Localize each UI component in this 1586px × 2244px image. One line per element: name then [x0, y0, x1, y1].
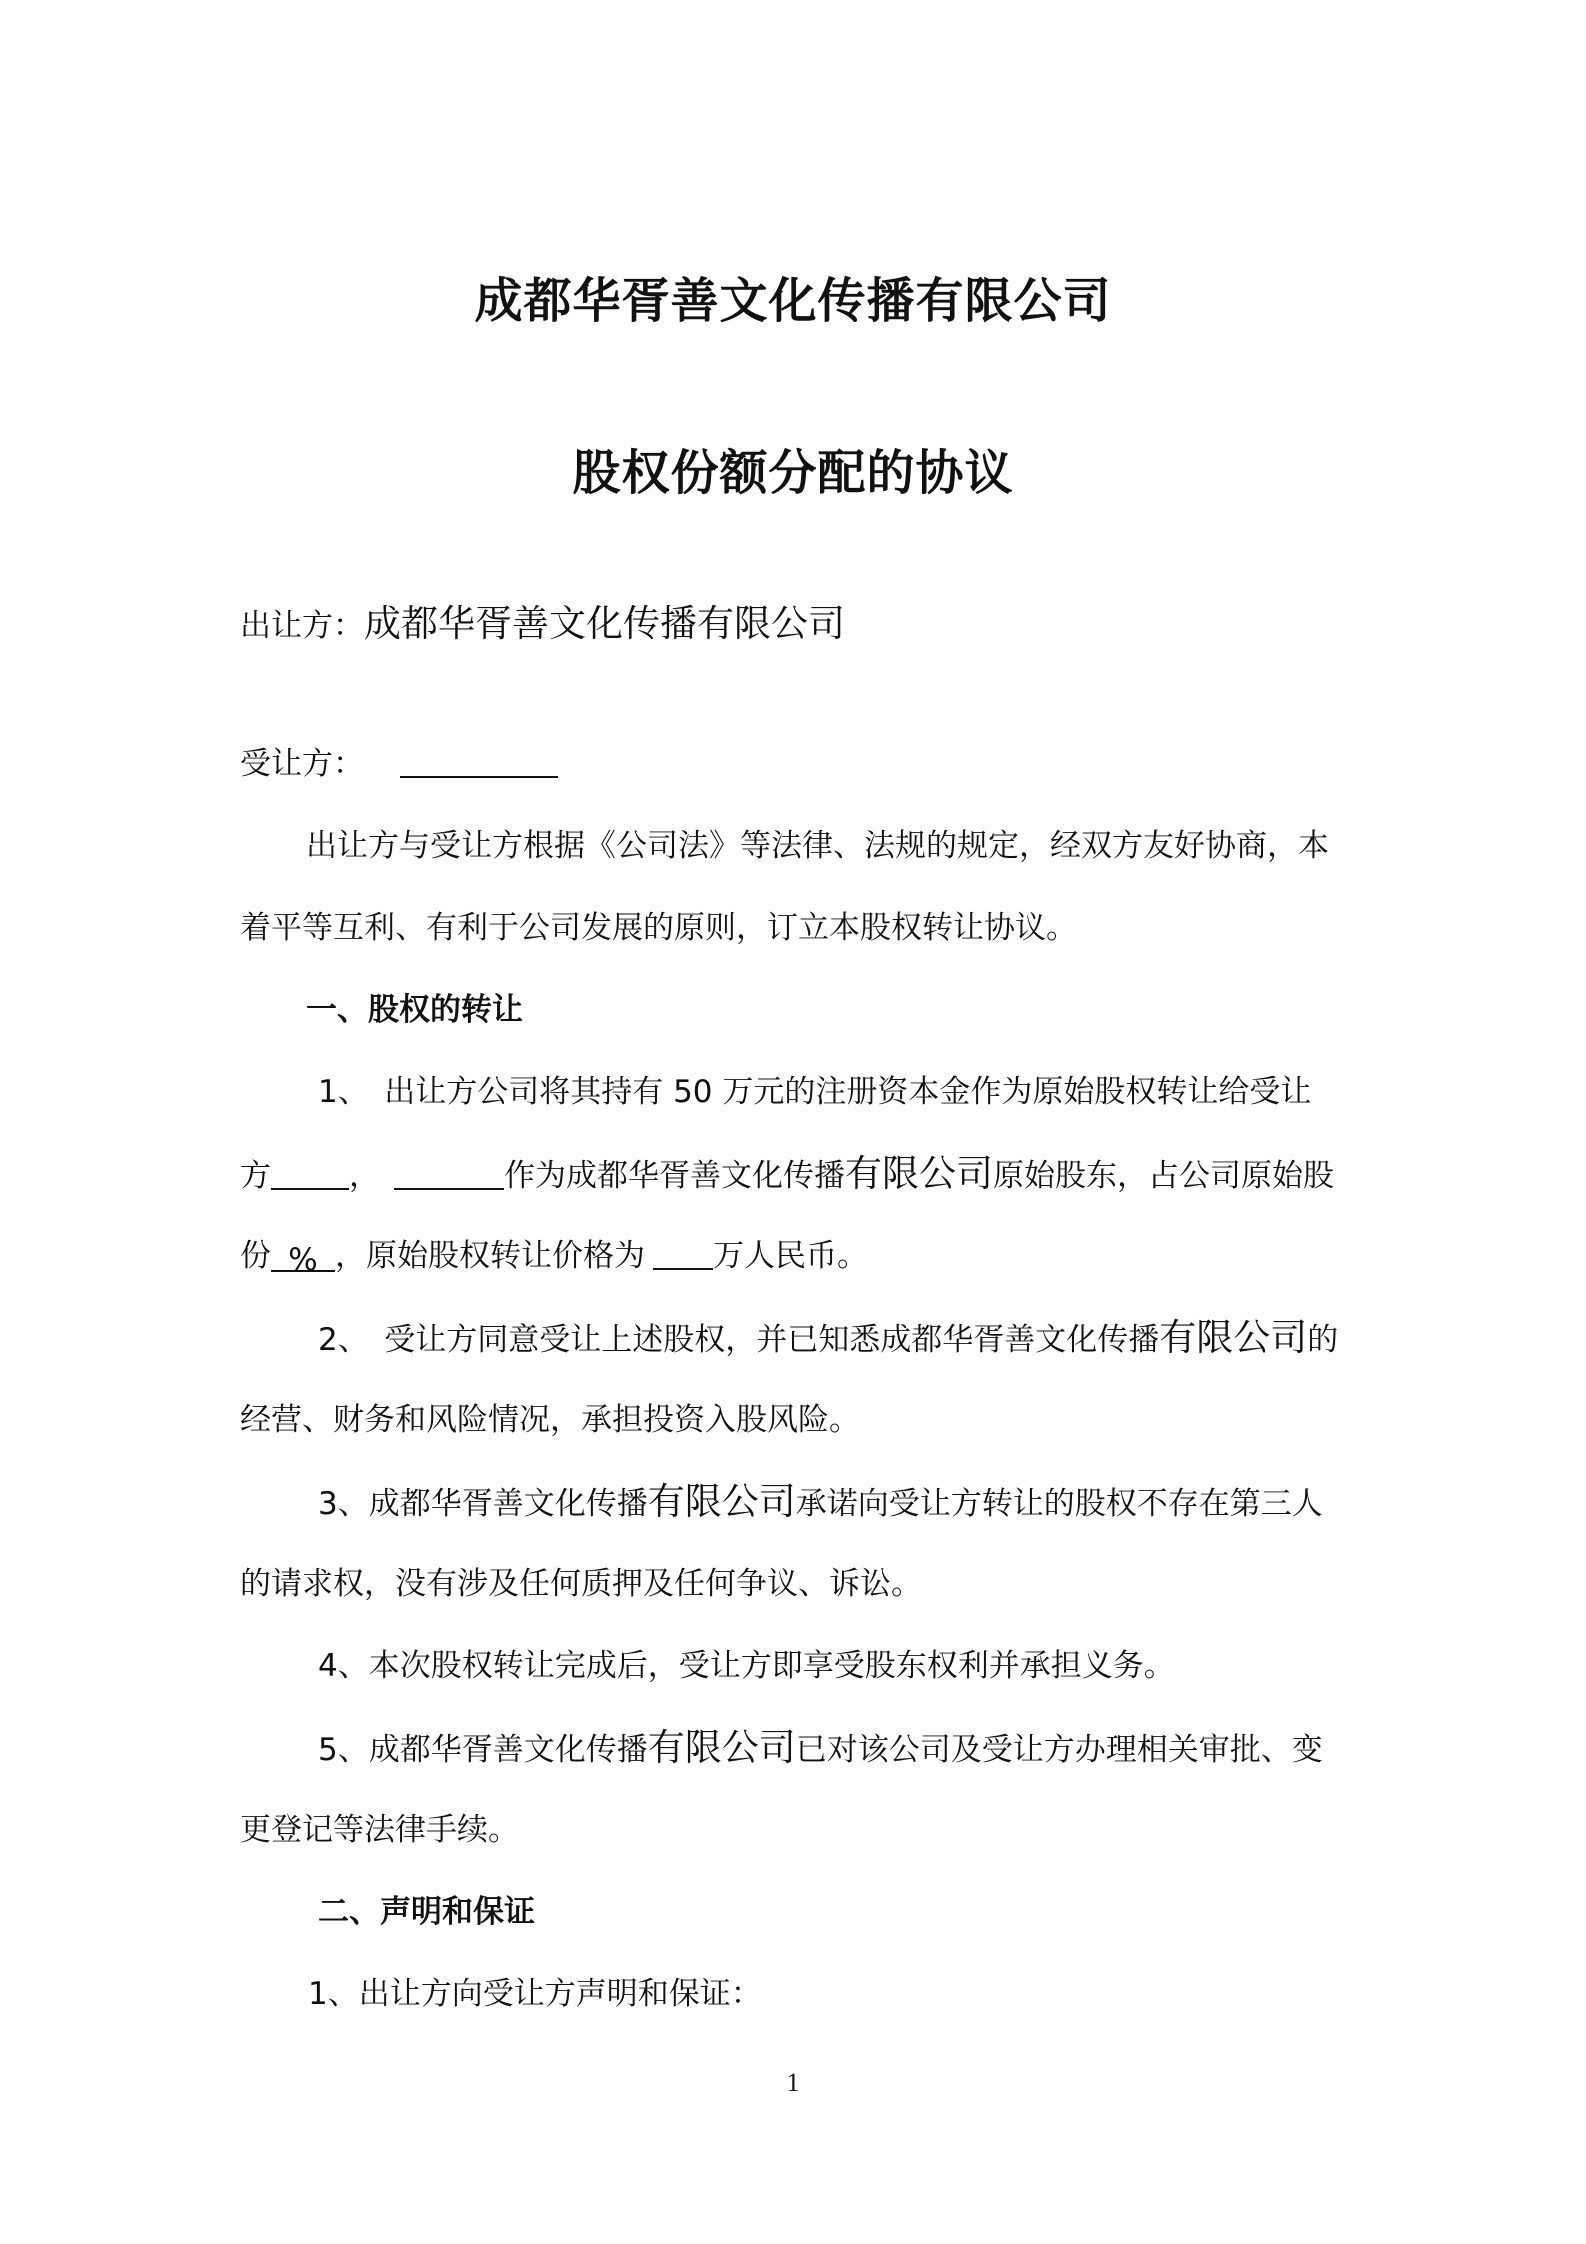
clause-2-line-1 — [318, 1318, 1428, 1360]
clause-5-line-2: 更登记等法律手续。 — [240, 1812, 519, 1848]
clause-1-text-d: 有限公司 — [845, 1152, 993, 1195]
clause-1-text-c: 作为成都华胥善文化传播 — [504, 1158, 845, 1194]
clause-3-line-2: 的请求权，没有涉及任何质押及任何争议、诉讼。 — [240, 1566, 922, 1602]
clause-1-text-b: ， — [349, 1158, 380, 1194]
clause-5-text-a: 5、成都华胥善文化传播 — [318, 1732, 648, 1768]
agreement-title: 股权份额分配的协议 — [572, 445, 1014, 501]
clause-5-line-1 — [318, 1728, 1428, 1770]
transferor-name: 成都华胥善文化传播有限公司 — [364, 602, 845, 645]
clause-5-text-c: 已对该公司及受让方办理相关审批、变 — [795, 1732, 1323, 1768]
clause-1-line-2 — [240, 1154, 1350, 1196]
clause-2-text-c: 的 — [1307, 1322, 1339, 1358]
clause-5-text-b: 有限公司 — [647, 1726, 796, 1769]
clause-1-text-a: 方 — [240, 1158, 271, 1194]
section-1-heading: 一、股权的转让 — [306, 992, 523, 1028]
intro-line-1: 出让方与受让方根据《公司法》等法律、法规的规定，经双方友好协商，本 — [306, 828, 1329, 864]
intro-line-2: 着平等互利、有利于公司发展的原则，订立本股权转让协议。 — [240, 910, 1077, 946]
transferee-line — [240, 744, 1350, 784]
clause-2-text-a: 2、 受让方同意受让上述股权，并已知悉成都华胥善文化传播 — [318, 1322, 1160, 1358]
clause-1-text-h: 万人民币。 — [713, 1238, 868, 1274]
section-2-clause-1: 1、出让方向受让方声明和保证： — [308, 1976, 762, 2012]
clause-2-line-2: 经营、财务和风险情况，承担投资入股风险。 — [240, 1402, 860, 1438]
clause-1-line-3 — [240, 1236, 1350, 1276]
clause-4-line: 4、本次股权转让完成后，受让方即享受股东权利并承担义务。 — [318, 1648, 1175, 1684]
clause-3-text-a: 3、成都华胥善文化传播 — [318, 1486, 648, 1522]
section-2-heading: 二、声明和保证 — [318, 1894, 535, 1930]
clause-3-text-b: 有限公司 — [647, 1480, 796, 1523]
transferor-label: 出让方： — [240, 608, 364, 644]
clause-1-text-f: 份 — [240, 1238, 271, 1274]
clause-1-text-g: ，原始股权转让价格为 — [335, 1238, 645, 1274]
transferee-blank — [400, 746, 558, 778]
clause-1-line-1: 1、 出让方公司将其持有 50 万元的注册资本金作为原始股权转让给受让 — [318, 1074, 1312, 1110]
transferee-label: 受让方： — [240, 746, 364, 782]
company-title: 成都华胥善文化传播有限公司 — [474, 273, 1112, 329]
percent-sign: % — [288, 1242, 318, 1278]
shareholder-name-blank — [394, 1158, 504, 1190]
clause-3-text-c: 承诺向受让方转让的股权不存在第三人 — [795, 1486, 1323, 1522]
page-number: 1 — [786, 2068, 800, 2097]
clause-1-text-e: 原始股东，占公司原始股 — [993, 1158, 1334, 1194]
transferor-line — [240, 604, 1350, 646]
clause-2-text-b: 有限公司 — [1159, 1316, 1308, 1359]
transferee-name-blank — [271, 1158, 349, 1190]
percent-blank — [271, 1240, 335, 1278]
clause-3-line-1 — [318, 1482, 1428, 1524]
price-blank — [653, 1238, 713, 1270]
